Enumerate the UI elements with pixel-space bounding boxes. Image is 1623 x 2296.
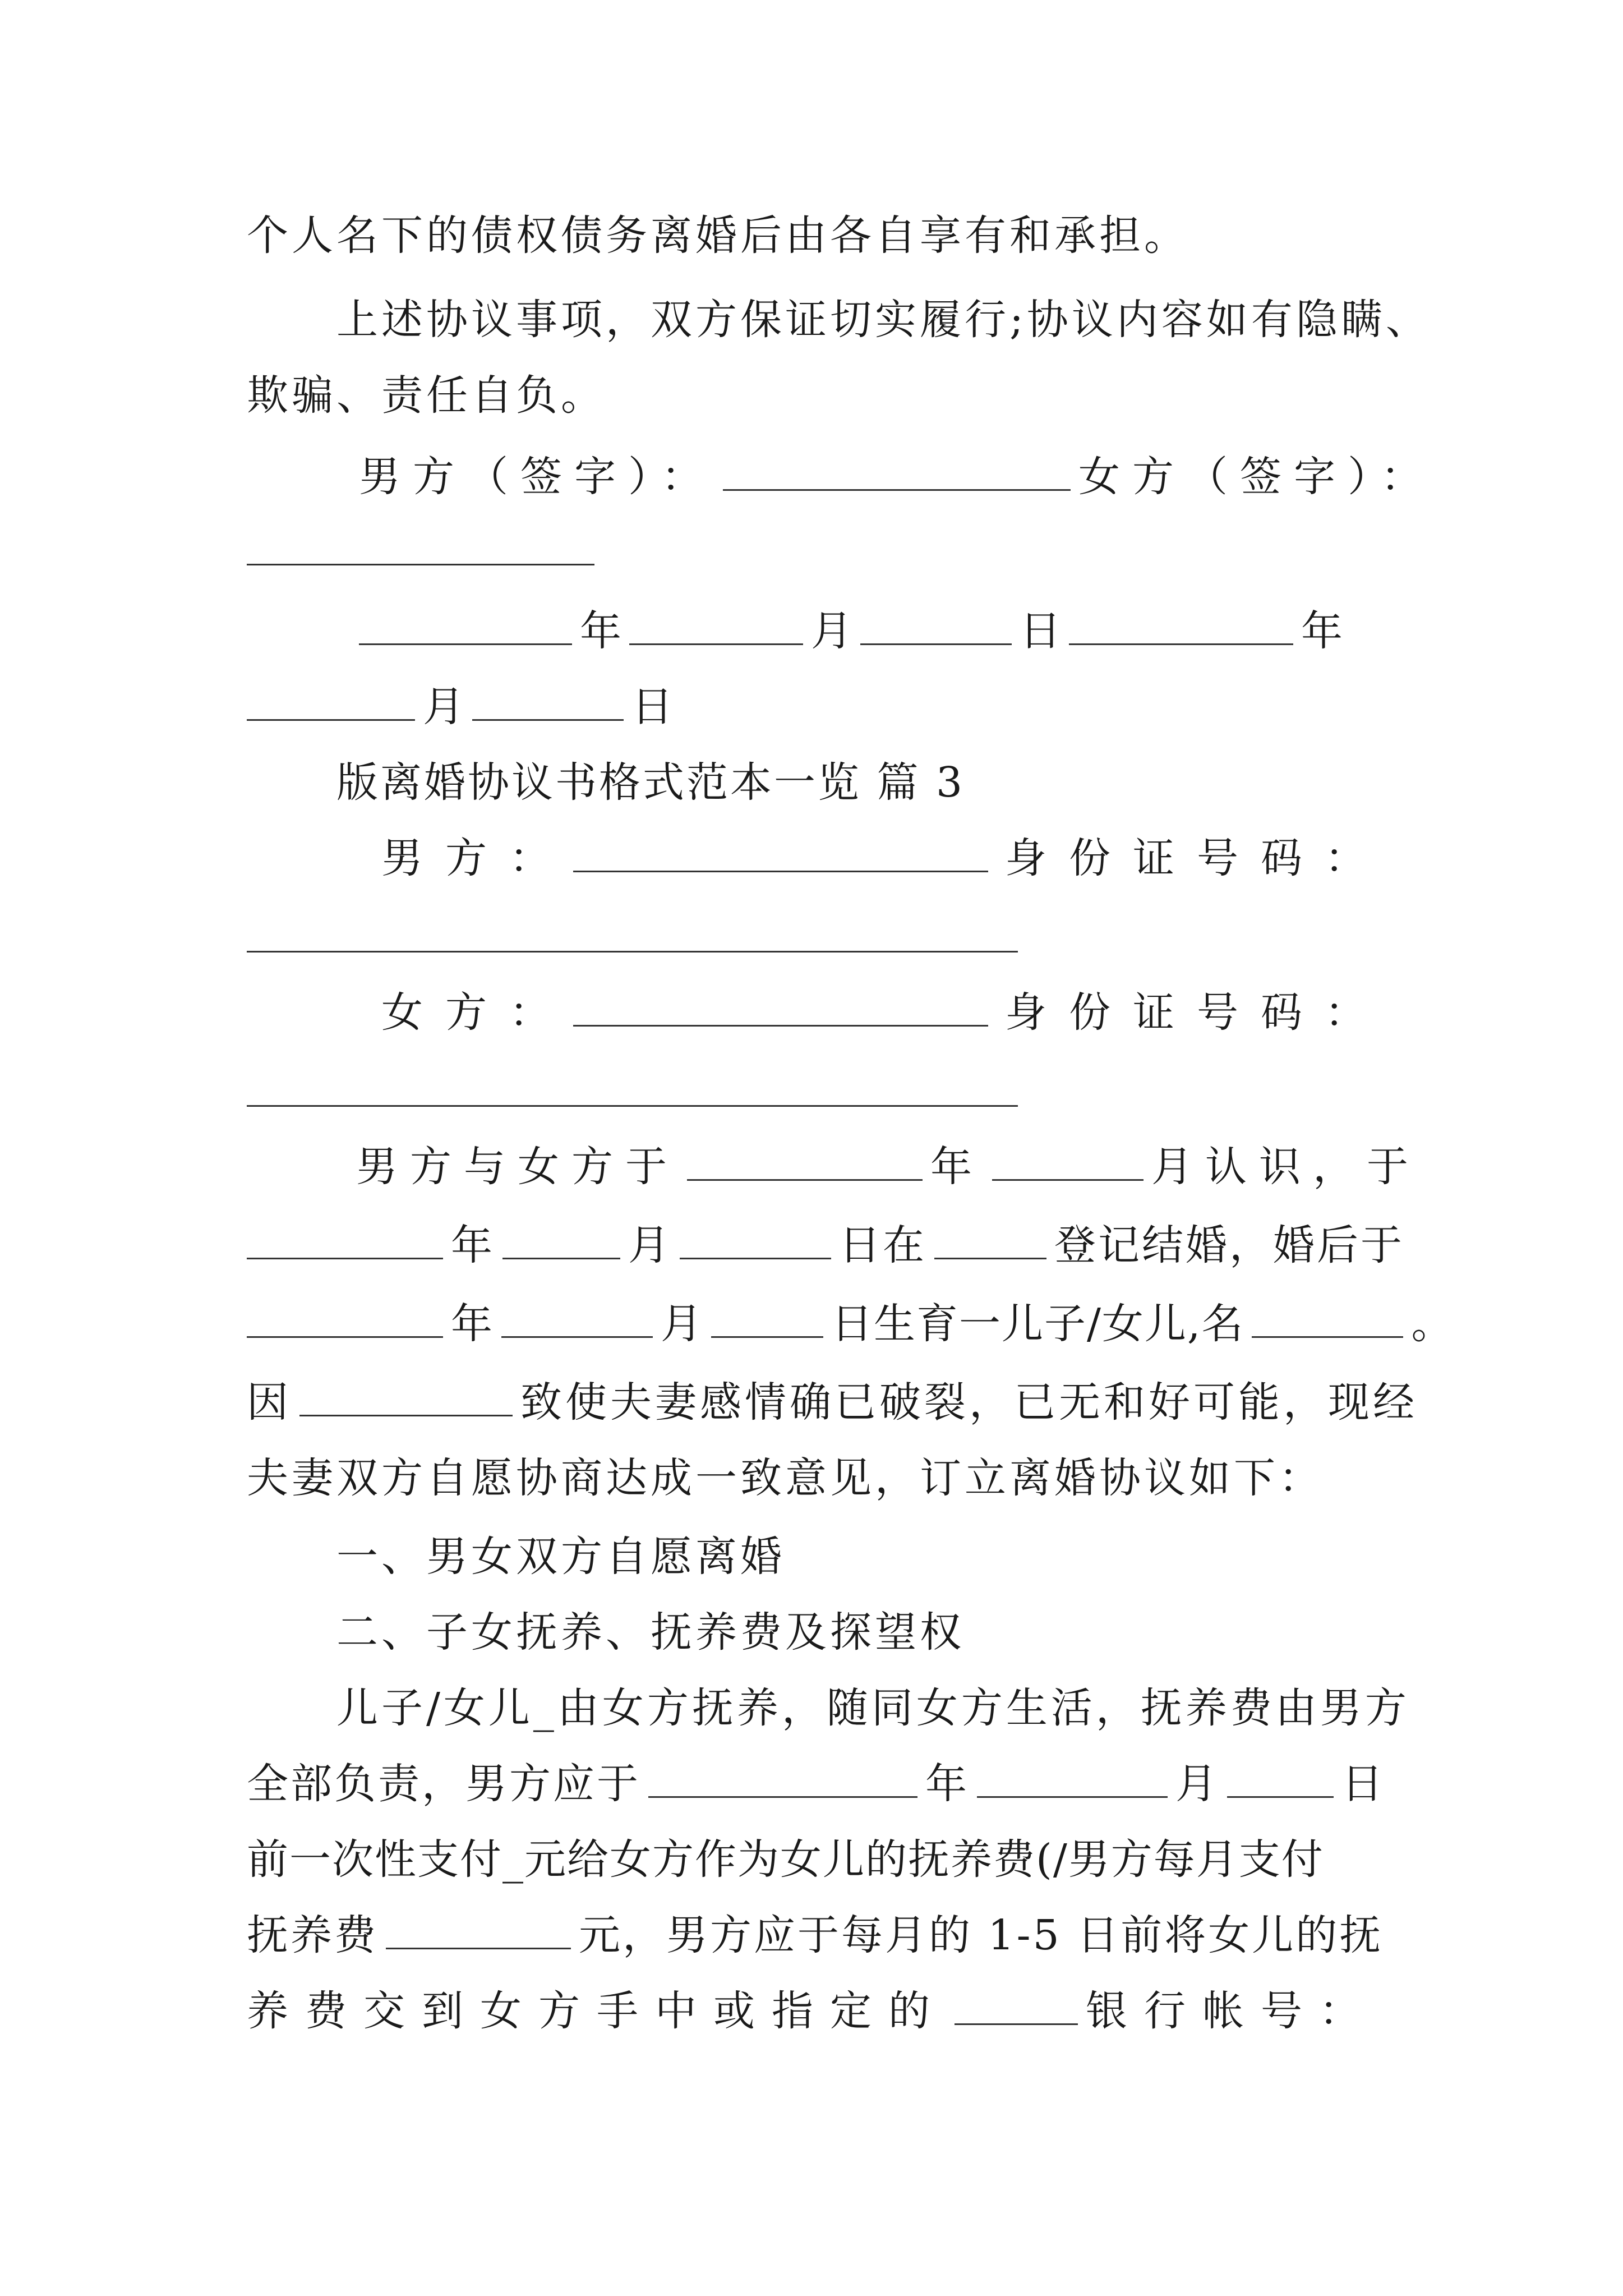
id-number-label: 身份证号码： <box>1005 988 1389 1037</box>
month-label: 月 <box>423 683 464 731</box>
text-span: 男方与女方于 <box>356 1143 679 1191</box>
year-blank[interactable] <box>648 1763 917 1798</box>
date-row <box>247 679 673 735</box>
text-span: 月 <box>661 1300 703 1348</box>
place-blank[interactable] <box>934 1224 1046 1259</box>
day-blank[interactable] <box>472 685 624 721</box>
text-line: 上述协议事项，双方保证切实履行;协议内容如有隐瞒、 <box>336 296 1431 344</box>
bank-blank[interactable] <box>955 1990 1078 2025</box>
year-blank[interactable] <box>247 1224 443 1259</box>
text-line: 儿子/女儿_由女方抚养，随同女方生活，抚养费由男方 <box>336 1684 1410 1732</box>
month-blank[interactable] <box>977 1763 1168 1798</box>
date-row <box>359 603 1343 659</box>
text-span: 。 <box>1411 1300 1454 1348</box>
text-line <box>247 1296 1454 1352</box>
year-label: 年 <box>580 607 621 655</box>
month-blank[interactable] <box>501 1303 653 1338</box>
female-id-row <box>381 984 1389 1041</box>
text-line: 前一次性支付_元给女方作为女儿的抚养费(/男方每月支付 <box>247 1835 1324 1884</box>
year-blank[interactable] <box>247 1303 443 1338</box>
text-span: 养费交到女方手中或指定的 <box>247 1987 947 2035</box>
day-blank[interactable] <box>680 1224 831 1259</box>
text-span: 年 <box>925 1760 969 1808</box>
text-line <box>247 1374 1418 1430</box>
text-line <box>247 1907 1383 1963</box>
text-span: 银行帐号： <box>1086 1987 1377 2035</box>
year-blank[interactable] <box>359 610 572 645</box>
list-item: 二、子女抚养、抚养费及探望权 <box>336 1608 965 1657</box>
female-signature-blank[interactable] <box>247 564 594 565</box>
text-span: 元，男方应于每月的 1-5 日前将女儿的抚 <box>579 1911 1384 1959</box>
text-span: 因 <box>247 1378 292 1427</box>
month-blank[interactable] <box>992 1145 1144 1181</box>
text-span: 日在 <box>839 1221 926 1269</box>
male-signature-label: 男方（签字）： <box>359 453 715 501</box>
male-label: 男方： <box>381 834 573 882</box>
text-span: 致使夫妻感情确已破裂，已无和好可能，现经 <box>520 1378 1418 1427</box>
text-span: 全部负责，男方应于 <box>247 1760 640 1808</box>
day-label: 日 <box>631 683 673 731</box>
female-signature-label: 女方（签字）： <box>1078 453 1435 501</box>
month-blank[interactable] <box>502 1224 620 1259</box>
reason-blank[interactable] <box>299 1381 513 1416</box>
text-line: 夫妻双方自愿协商达成一致意见，订立离婚协议如下： <box>247 1454 1324 1502</box>
text-span: 月 <box>628 1221 672 1269</box>
text-span: 年 <box>451 1300 494 1348</box>
text-span: 月认识，于 <box>1151 1143 1421 1191</box>
text-span: 抚养费 <box>247 1911 378 1959</box>
male-id-row <box>381 830 1389 886</box>
male-signature-blank[interactable] <box>723 455 1071 491</box>
text-line <box>247 1983 1377 2039</box>
day-blank[interactable] <box>1227 1763 1334 1798</box>
text-span: 登记结婚，婚后于 <box>1054 1221 1404 1269</box>
text-line: 欺骗、责任自负。 <box>247 371 606 420</box>
name-blank[interactable] <box>1252 1303 1403 1338</box>
text-span: 月 <box>1175 1760 1219 1808</box>
section-title: 版离婚协议书格式范本一览 篇 3 <box>336 758 965 807</box>
month-label: 月 <box>811 607 852 655</box>
text-span: 年 <box>451 1221 495 1269</box>
day-blank[interactable] <box>711 1303 823 1338</box>
list-item: 一、男女双方自愿离婚 <box>336 1533 785 1581</box>
year-blank[interactable] <box>1069 610 1293 645</box>
amount-blank[interactable] <box>386 1914 571 1949</box>
id-number-label: 身份证号码： <box>1005 834 1389 882</box>
text-line <box>247 1217 1404 1273</box>
female-id-blank[interactable] <box>247 1105 1018 1107</box>
day-label: 日 <box>1020 607 1061 655</box>
text-line: 个人名下的债权债务离婚后由各自享有和承担。 <box>247 211 1189 260</box>
year-blank[interactable] <box>687 1145 923 1181</box>
year-label: 年 <box>1301 607 1343 655</box>
female-name-blank[interactable] <box>573 991 988 1027</box>
text-span: 日 <box>1341 1760 1385 1808</box>
text-span: 日生育一儿子/女儿,名 <box>831 1300 1244 1348</box>
signature-row <box>359 449 1435 505</box>
month-blank[interactable] <box>247 685 415 721</box>
text-span: 年 <box>930 1143 984 1191</box>
text-line <box>356 1139 1421 1195</box>
male-id-blank[interactable] <box>247 951 1018 953</box>
day-blank[interactable] <box>860 610 1012 645</box>
male-name-blank[interactable] <box>573 837 988 872</box>
female-label: 女方： <box>381 988 573 1037</box>
month-blank[interactable] <box>629 610 803 645</box>
text-line <box>247 1756 1385 1812</box>
